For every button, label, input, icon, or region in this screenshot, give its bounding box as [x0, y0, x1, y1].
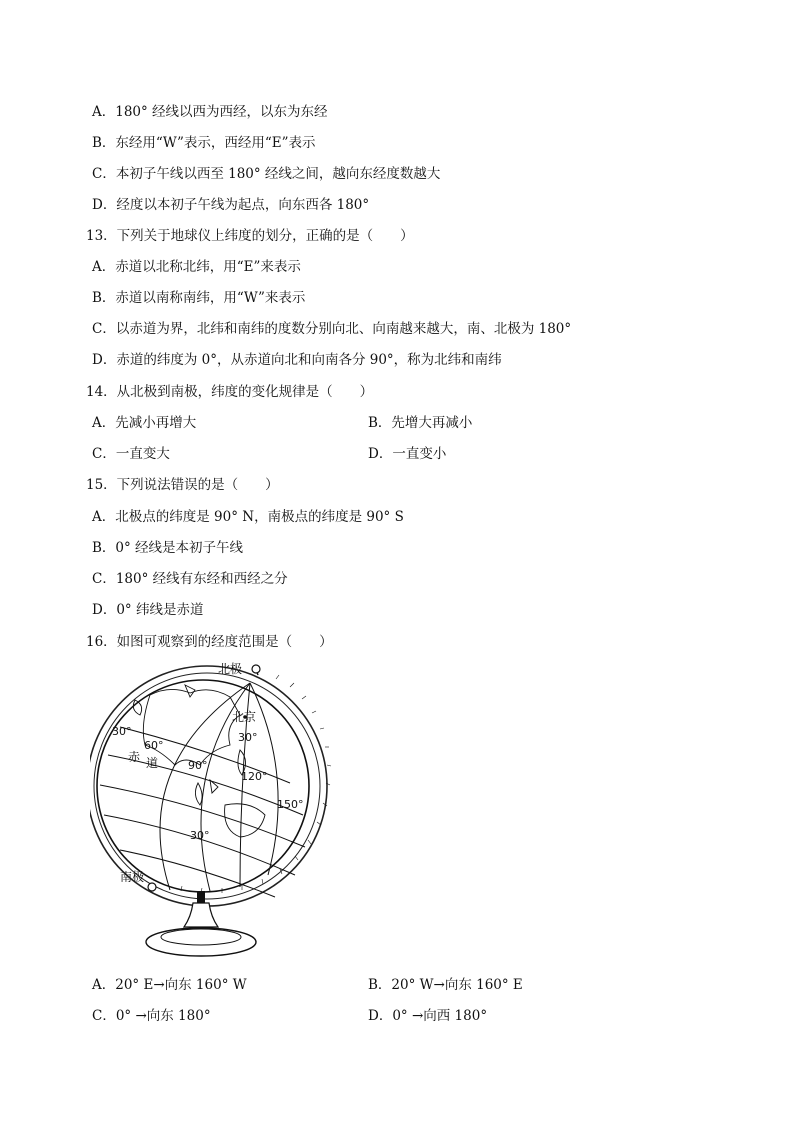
q12-option-d: D．经度以本初子午线为起点，向东西各 180°	[92, 197, 370, 213]
q13-option-a: A．赤道以北称北纬，用“E”来表示	[92, 259, 301, 275]
q14-option-a: A．先减小再增大	[92, 415, 197, 431]
label-lon-120: 120°	[241, 770, 268, 783]
globe-figure	[90, 655, 350, 965]
q12-option-a: A．180° 经线以西为西经，以东为东经	[92, 104, 328, 120]
label-lon-150: 150°	[277, 798, 304, 811]
label-lon-90: 90°	[188, 759, 208, 772]
label-equator-1: 赤	[128, 750, 141, 764]
q15-option-a: A．北极点的纬度是 90° N，南极点的纬度是 90° S	[92, 509, 404, 525]
q15-option-d: D．0° 纬线是赤道	[92, 602, 204, 618]
q13-stem: 13．下列关于地球仪上纬度的划分，正确的是（ ）	[86, 228, 414, 244]
stand-joint	[197, 891, 205, 903]
q16-option-c: C．0° →向东 180°	[92, 1008, 211, 1024]
q15-option-b: B．0° 经线是本初子午线	[92, 540, 244, 556]
label-lat-30-beijing: 30°	[238, 731, 258, 744]
q16-stem: 16．如图可观察到的经度范围是（ ）	[86, 634, 333, 650]
stand-base	[146, 928, 256, 956]
q14-option-b: B．先增大再减小	[368, 415, 473, 431]
label-equator-2: 道	[146, 756, 159, 770]
label-lat-30-left: 30°	[112, 725, 132, 738]
south-pole-knob	[148, 883, 156, 891]
q16-option-d: D．0° →向西 180°	[368, 1008, 488, 1024]
label-north-pole: 北极	[218, 662, 243, 676]
q13-option-b: B．赤道以南称南纬，用“W”来表示	[92, 290, 306, 306]
label-lon-60: 60°	[144, 739, 164, 752]
q12-option-c: C．本初子午线以西至 180° 经线之间，越向东经度数越大	[92, 166, 441, 182]
label-lat-30-south: 30°	[190, 829, 210, 842]
q14-option-c: C．一直变大	[92, 446, 170, 462]
q13-option-c: C．以赤道为界，北纬和南纬的度数分别向北、向南越来越大，南、北极为 180°	[92, 321, 572, 337]
q14-option-d: D．一直变小	[368, 446, 447, 462]
label-south-pole: 南极	[120, 870, 145, 884]
q12-option-b: B．东经用“W”表示，西经用“E”表示	[92, 135, 316, 151]
north-pole-knob	[252, 665, 260, 673]
q14-stem: 14．从北极到南极，纬度的变化规律是（ ）	[86, 384, 374, 400]
q15-stem: 15．下列说法错误的是（ ）	[86, 477, 279, 493]
q16-option-b: B．20° W→向东 160° E	[368, 977, 523, 993]
q13-option-d: D．赤道的纬度为 0°，从赤道向北和向南各分 90°，称为北纬和南纬	[92, 352, 502, 368]
q16-option-a: A．20° E→向东 160° W	[92, 977, 247, 993]
label-beijing: 北京	[232, 710, 257, 724]
q15-option-c: C．180° 经线有东经和西经之分	[92, 571, 288, 587]
